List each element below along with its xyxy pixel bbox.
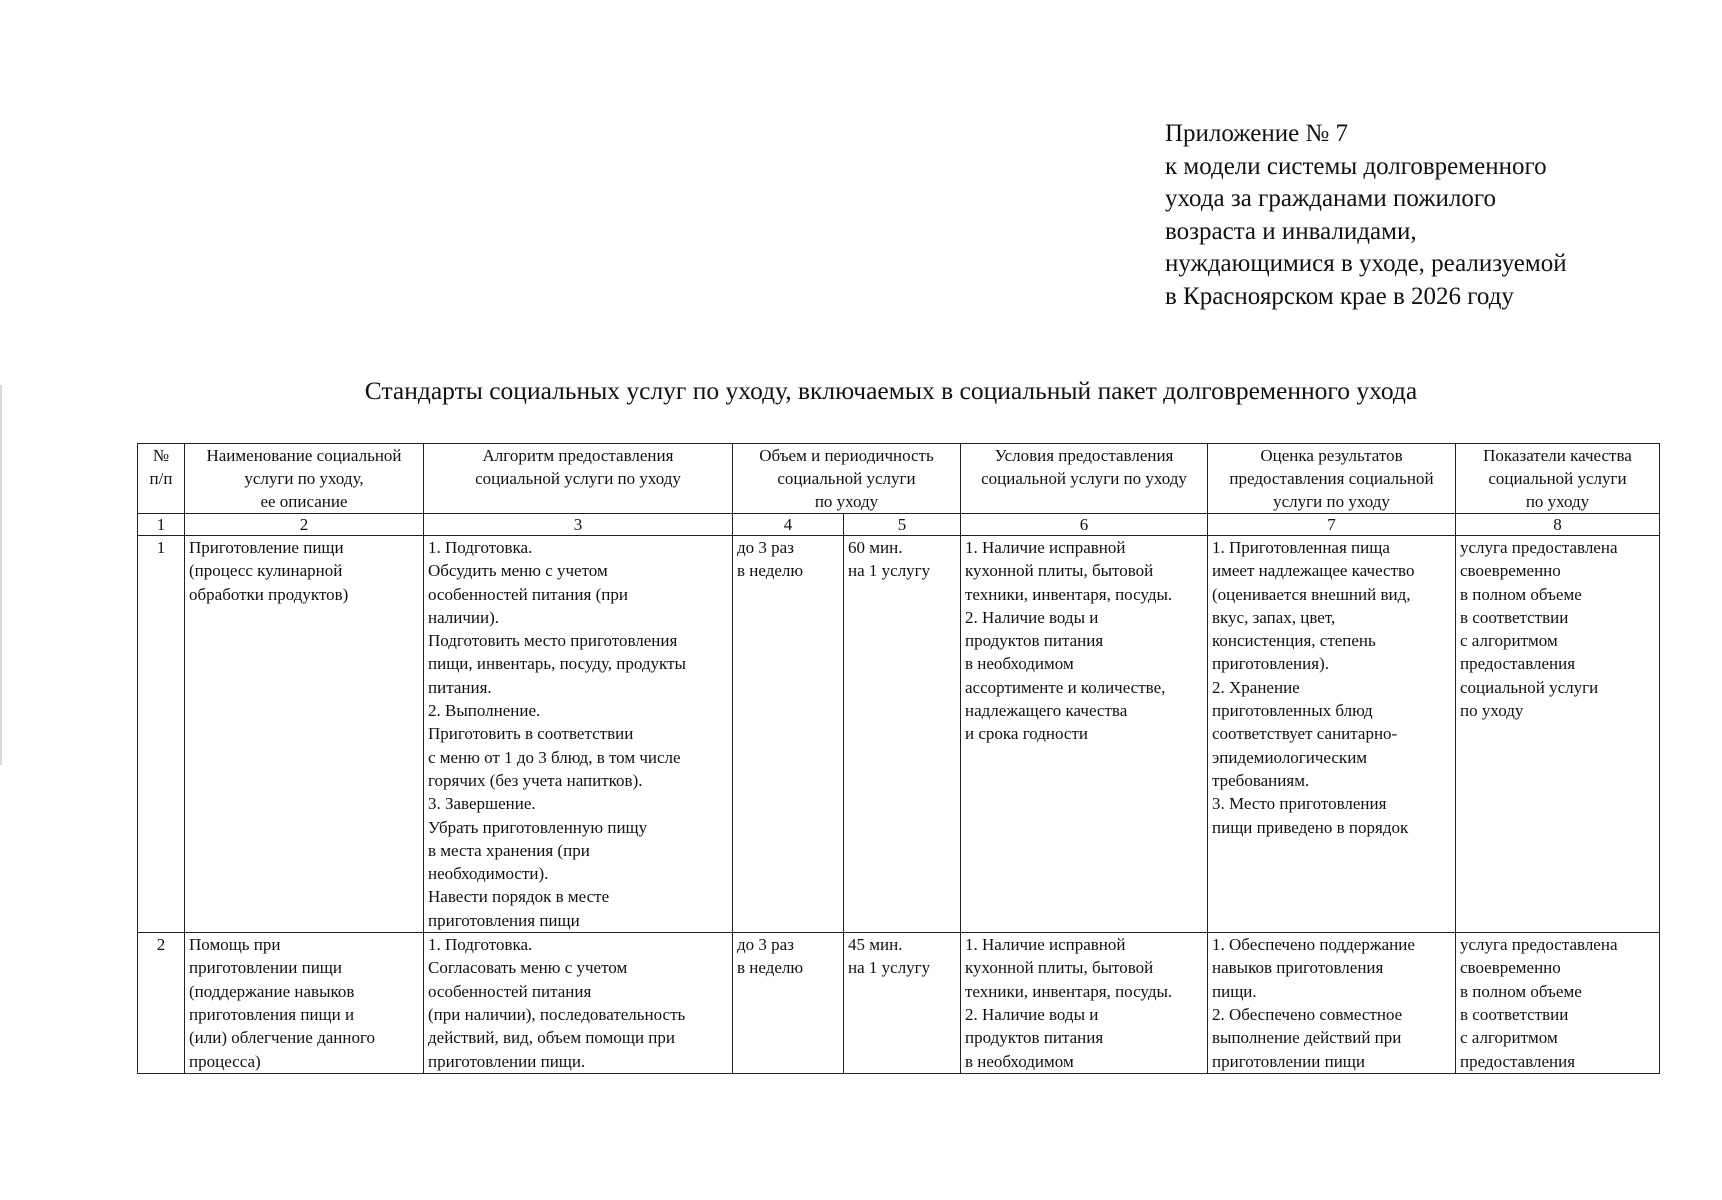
cell-line: предоставления bbox=[1460, 1051, 1576, 1071]
annex-line: Приложение № 7 bbox=[1165, 120, 1349, 147]
annex-line: нуждающимися в уходе, реализуемой bbox=[1165, 250, 1567, 277]
cell-line: техники, инвентаря, посуды. bbox=[965, 584, 1173, 604]
row-number: 1 bbox=[138, 536, 185, 933]
annex-line: к модели системы долговременного bbox=[1165, 152, 1547, 180]
cell-line: в необходимом bbox=[965, 1051, 1074, 1071]
cell-line: требованиям. bbox=[1212, 770, 1310, 790]
cell-line: особенностей питания (при bbox=[428, 584, 628, 604]
cell-line: Навести порядок в месте bbox=[428, 887, 610, 907]
header-volume bbox=[733, 444, 961, 514]
row-number-value: 2 bbox=[156, 935, 166, 955]
cell-line: в необходимом bbox=[965, 654, 1074, 674]
cell-line: обработки продуктов) bbox=[189, 584, 349, 604]
service-duration bbox=[844, 536, 961, 933]
cell-line: по уходу bbox=[1460, 701, 1524, 721]
cell-line: с алгоритмом bbox=[1460, 1028, 1558, 1048]
cell-line: 1. Наличие исправной bbox=[965, 935, 1126, 955]
service-frequency bbox=[733, 536, 844, 933]
header-line: услуги по уходу bbox=[1273, 492, 1390, 511]
cell-line: до 3 раз bbox=[737, 935, 794, 955]
cell-line: 1. Подготовка. bbox=[428, 935, 533, 955]
cell-line: 1. Подготовка. bbox=[428, 538, 533, 557]
cell-line: соответствует санитарно- bbox=[1212, 724, 1398, 744]
service-algorithm bbox=[424, 536, 733, 933]
cell-line: горячих (без учета напитков). bbox=[428, 770, 643, 790]
cell-line: 1. Наличие исправной bbox=[965, 538, 1126, 557]
cell-line: ассортименте и количестве, bbox=[965, 677, 1166, 697]
cell-line: имеет надлежащее качество bbox=[1212, 561, 1415, 581]
header-line: Оценка результатов bbox=[1260, 446, 1403, 465]
header-num bbox=[138, 444, 185, 514]
document-title: Стандарты социальных услуг по уходу, включаемых в социальный пакет долговременного ухода bbox=[364, 376, 1418, 405]
cell-line: процесса) bbox=[189, 1051, 261, 1071]
header-line: № bbox=[152, 446, 170, 465]
scan-edge-mark bbox=[0, 385, 2, 765]
header-line: п/п bbox=[149, 469, 173, 488]
service-name bbox=[185, 933, 424, 1074]
cell-line: 3. Завершение. bbox=[428, 794, 536, 814]
cell-line: на 1 услугу bbox=[848, 561, 931, 581]
header-line: социальной услуги по уходу bbox=[981, 469, 1187, 488]
header-line: Условия предоставления bbox=[994, 446, 1174, 465]
table-header-row bbox=[138, 444, 1660, 514]
service-frequency bbox=[733, 933, 844, 1074]
header-line: Алгоритм предоставления bbox=[482, 446, 674, 465]
header-line: социальной услуги по уходу bbox=[475, 469, 681, 488]
table-row bbox=[138, 933, 1660, 1074]
standards-table bbox=[137, 443, 1660, 1074]
cell-line: продуктов питания bbox=[965, 631, 1104, 651]
cell-line: и срока годности bbox=[965, 724, 1088, 744]
cell-line: навыков приготовления bbox=[1212, 958, 1384, 978]
header-line: социальной услуги bbox=[777, 469, 916, 488]
header-line: Объем и периодичность bbox=[759, 446, 934, 465]
cell-line: продуктов питания bbox=[965, 1028, 1104, 1048]
service-evaluation bbox=[1208, 933, 1456, 1074]
header-line: Показатели качества bbox=[1483, 446, 1632, 465]
column-number: 1 bbox=[138, 514, 185, 536]
service-name bbox=[185, 536, 424, 933]
cell-line: действий, вид, объем помощи при bbox=[428, 1028, 675, 1048]
cell-line: наличии). bbox=[428, 607, 500, 627]
service-quality bbox=[1456, 933, 1660, 1074]
service-algorithm bbox=[424, 933, 733, 1074]
cell-line: 2. Хранение bbox=[1212, 677, 1300, 697]
cell-line: 1. Приготовленная пища bbox=[1212, 538, 1390, 557]
cell-line: своевременно bbox=[1460, 561, 1561, 581]
cell-line: услуга предоставлена bbox=[1460, 538, 1618, 557]
header-line: по уходу bbox=[814, 492, 879, 511]
cell-line: 2. Наличие воды и bbox=[965, 1004, 1099, 1024]
cell-line: приготовления пищи bbox=[428, 910, 580, 930]
cell-line: в полном объеме bbox=[1460, 584, 1582, 604]
column-number: 6 bbox=[961, 514, 1208, 536]
cell-line: 45 мин. bbox=[848, 935, 903, 955]
header-algorithm bbox=[424, 444, 733, 514]
header-conditions bbox=[961, 444, 1208, 514]
cell-line: на 1 услугу bbox=[848, 958, 931, 978]
cell-line: кухонной плиты, бытовой bbox=[965, 561, 1154, 581]
table-row bbox=[138, 536, 1660, 933]
cell-line: необходимости). bbox=[428, 864, 549, 884]
column-number-row bbox=[138, 514, 1660, 536]
cell-line: своевременно bbox=[1460, 958, 1561, 978]
row-number bbox=[138, 933, 185, 1074]
header-line: социальной услуги bbox=[1488, 469, 1627, 488]
cell-line: 1. Обеспечено поддержание bbox=[1212, 935, 1415, 955]
cell-line: Обсудить меню с учетом bbox=[428, 561, 608, 581]
column-number: 4 bbox=[733, 514, 844, 536]
cell-line: (поддержание навыков bbox=[189, 981, 355, 1001]
column-number: 3 bbox=[424, 514, 733, 536]
header-line: ее описание bbox=[260, 492, 348, 511]
cell-line: в соответствии bbox=[1460, 607, 1569, 627]
cell-line: в места хранения (при bbox=[428, 840, 590, 860]
cell-line: техники, инвентаря, посуды. bbox=[965, 981, 1173, 1001]
cell-line: в полном объеме bbox=[1460, 981, 1582, 1001]
cell-line: (оценивается внешний вид, bbox=[1212, 584, 1411, 604]
cell-line: приготовления пищи и bbox=[189, 1004, 355, 1024]
cell-line: Приготовление пищи bbox=[189, 538, 344, 557]
service-conditions bbox=[961, 933, 1208, 1074]
cell-line: с меню от 1 до 3 блюд, в том числе bbox=[428, 747, 681, 767]
cell-line: с алгоритмом bbox=[1460, 631, 1558, 651]
cell-line: пищи, инвентарь, посуду, продукты bbox=[428, 654, 686, 674]
cell-line: 60 мин. bbox=[848, 538, 903, 557]
cell-line: приготовлении пищи bbox=[1212, 1051, 1365, 1071]
annex-line: возраста и инвалидами, bbox=[1165, 217, 1417, 245]
cell-line: 2. Выполнение. bbox=[428, 701, 541, 721]
cell-line: Согласовать меню с учетом bbox=[428, 958, 628, 978]
header-quality bbox=[1456, 444, 1660, 514]
header-evaluation bbox=[1208, 444, 1456, 514]
header-line: услуги по уходу, bbox=[244, 469, 364, 488]
cell-line: (или) облегчение данного bbox=[189, 1028, 376, 1048]
cell-line: приготовленных блюд bbox=[1212, 701, 1373, 721]
annex-line: ухода за гражданами пожилого bbox=[1165, 185, 1496, 212]
column-number: 5 bbox=[844, 514, 961, 536]
service-duration bbox=[844, 933, 961, 1074]
header-line: Наименование социальной bbox=[206, 446, 402, 465]
cell-line: Помощь при bbox=[189, 935, 281, 955]
cell-line: консистенция, степень bbox=[1212, 631, 1376, 651]
column-number: 2 bbox=[185, 514, 424, 536]
cell-line: 2. Обеспечено совместное bbox=[1212, 1004, 1403, 1024]
cell-line: пищи. bbox=[1212, 981, 1257, 1001]
cell-line: до 3 раз bbox=[737, 538, 794, 557]
cell-line: Подготовить место приготовления bbox=[428, 631, 678, 651]
cell-line: выполнение действий при bbox=[1212, 1028, 1402, 1048]
service-quality bbox=[1456, 536, 1660, 933]
cell-line: услуга предоставлена bbox=[1460, 935, 1618, 955]
cell-line: 3. Место приготовления bbox=[1212, 794, 1387, 814]
cell-line: в неделю bbox=[737, 958, 804, 978]
annex-line: в Красноярском крае в 2026 году bbox=[1165, 282, 1514, 310]
cell-line: приготовления). bbox=[1212, 654, 1329, 674]
cell-line: надлежащего качества bbox=[965, 701, 1128, 721]
cell-line: приготовлении пищи bbox=[189, 958, 342, 978]
cell-line: предоставления bbox=[1460, 654, 1576, 674]
cell-line: 2. Наличие воды и bbox=[965, 607, 1099, 627]
column-number: 7 bbox=[1208, 514, 1456, 536]
header-line: предоставления социальной bbox=[1229, 469, 1434, 488]
cell-line: эпидемиологическим bbox=[1212, 747, 1368, 767]
service-conditions bbox=[961, 536, 1208, 933]
cell-line: в неделю bbox=[737, 561, 804, 581]
cell-line: особенностей питания bbox=[428, 981, 592, 1001]
cell-line: пищи приведено в порядок bbox=[1212, 817, 1409, 837]
cell-line: (при наличии), последовательность bbox=[428, 1004, 686, 1024]
cell-line: в соответствии bbox=[1460, 1004, 1569, 1024]
cell-line: Приготовить в соответствии bbox=[428, 724, 634, 744]
column-number: 8 bbox=[1456, 514, 1660, 536]
cell-line: кухонной плиты, бытовой bbox=[965, 958, 1154, 978]
cell-line: вкус, запах, цвет, bbox=[1212, 607, 1336, 627]
header-line: по уходу bbox=[1525, 492, 1590, 511]
service-evaluation bbox=[1208, 536, 1456, 933]
cell-line: Убрать приготовленную пищу bbox=[428, 817, 648, 837]
cell-line: приготовлении пищи. bbox=[428, 1051, 586, 1071]
header-name bbox=[185, 444, 424, 514]
cell-line: питания. bbox=[428, 677, 492, 697]
cell-line: (процесс кулинарной bbox=[189, 561, 343, 581]
cell-line: социальной услуги bbox=[1460, 677, 1599, 697]
annex-header bbox=[1165, 118, 1567, 313]
